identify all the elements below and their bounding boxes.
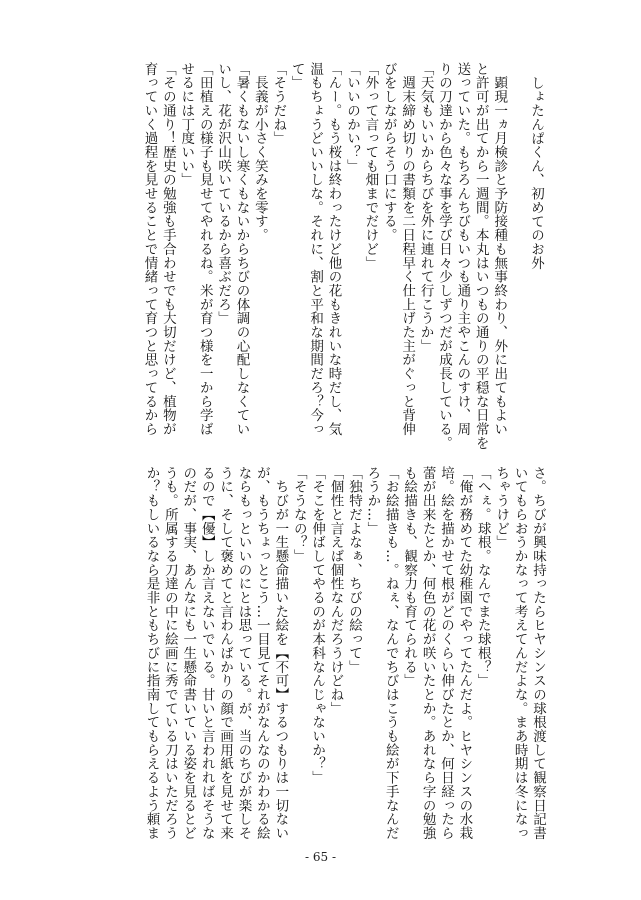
text-line: 培。絵を描かせて根がどのくらい伸びたとか、何日経ったら	[437, 466, 454, 840]
text-line: て」	[288, 62, 305, 90]
text-line: のだが、事実、あんなにも一生懸命書いている姿を見るとど	[180, 466, 197, 840]
text-line: いてもらおうかなって考えてんだよな。まあ時期は冬になっ	[511, 466, 528, 840]
text-line: 送っていた。もちろんちびもいつも通り主やこんのすけ、周	[454, 62, 471, 436]
text-line: 「そうなの？」	[290, 466, 307, 563]
text-line: が、もうちょっとこう…一目見てそれがなんなのかわかる絵	[253, 466, 270, 840]
text-line: いし、花が沢山咲いているから喜ぶだろ」	[215, 62, 232, 326]
chapter-title: しょたんぱくん、初めてのお外	[528, 76, 544, 270]
text-line: と許可が出てから一週間。本丸はいつもの通りの平穏な日常を	[472, 62, 489, 450]
text-line: せるには丁度いい」	[178, 62, 195, 187]
text-line: びをしながらそう口にする。	[380, 62, 397, 243]
text-line: 「いいのかい？」	[343, 62, 360, 173]
text-line: か？もしいるなら是非ともちびに指南してもらえるよう頼ま	[143, 466, 160, 840]
text-line: 「その通り！歴史の勉強も手合わせでも大切だけど、植物が	[159, 62, 176, 436]
text-line: 顕現一ヵ月検診と予防接種も無事終わり、外に出てもよい	[491, 62, 508, 436]
text-line: るので【優】しか言えないでいる。甘いと言われればそうな	[198, 466, 215, 840]
text-line: 長義が小さく笑みを零す。	[251, 62, 268, 243]
text-line: 「んー。もう桜は終わったけど他の花もきれいな時だし、気	[325, 62, 342, 436]
text-line: 「独特だよなぁ、ちびの絵って」	[345, 466, 362, 674]
text-line: 「個性と言えば個性なんだろうけどね」	[327, 466, 344, 716]
text-line: ならもっといいのにとは思っている。が、当のちびが楽しそ	[235, 466, 252, 840]
text-line: 「そこを伸ばしてやるのが本科なんじゃないか？」	[309, 466, 326, 785]
text-line: 蕾が出来たとか、何色の花が咲いたとか。あれなら字の勉強	[419, 466, 436, 840]
text-line: さ。ちびが興味持ったらヒヤシンスの球根渡して観察日記書	[530, 466, 546, 840]
text-line: ろうか…」	[364, 466, 381, 536]
text-line: 「お絵描きも…。ねぇ、なんでちびはこうも絵が下手なんだ	[382, 466, 399, 840]
text-line: うに、そして褒めてと言わんばかりの顔で画用紙を見せて来	[217, 466, 234, 840]
text-line: 「俺が務めてた幼稚園でやってたんだよ。ヒヤシンスの水栽	[456, 466, 473, 840]
text-line: 温もちょうどいいしな。それに、割と平和な期間だろ？今っ	[307, 62, 324, 436]
text-line: 「天気もいいからちびを外に連れて行こうか」	[417, 62, 434, 353]
text-line: ちびが一生懸命描いた絵を【不可】するつもりは一切ない	[272, 466, 289, 840]
lower-text-block	[107, 466, 547, 858]
text-line: ちゃうけど」	[493, 466, 510, 550]
text-line: 週末締め切りの書類を二日程早く仕上げた主がぐっと背伸	[399, 62, 416, 436]
text-line: うも。所属する刀達の中に絵画に秀でている刀はいただろう	[161, 466, 178, 840]
text-line: 「そうだね」	[270, 62, 287, 146]
page-number: - 65 -	[304, 850, 336, 864]
text-line: 「外って言っても畑までだけど」	[362, 62, 379, 270]
text-line: 「田植えの様子も見せてやれるね。米が育つ様を一から学ば	[196, 62, 213, 436]
text-line: 「暑くもないし寒くもないからちびの体調の心配しなくてい	[233, 62, 250, 436]
text-line: 育っていく過程を見せることで情緒って育つと思ってるから	[141, 62, 158, 436]
text-line: 「へぇ。球根。なんでまた球根？」	[474, 466, 491, 688]
upper-text-block	[115, 62, 545, 454]
text-line: りの刀達から色々な事を学び日々少しずつだが成長している。	[435, 62, 452, 450]
text-line: も絵描きも、観察力も育てられる」	[401, 466, 418, 688]
title-spacer	[508, 62, 526, 454]
